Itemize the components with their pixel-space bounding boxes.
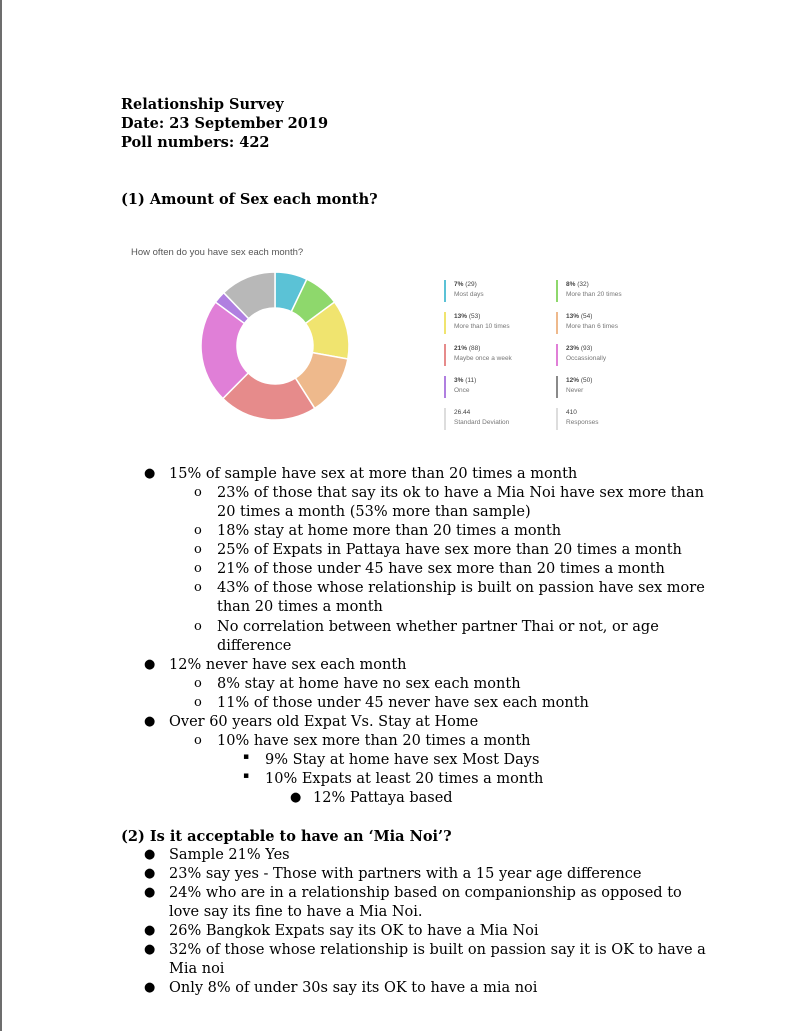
- donut-svg: [121, 227, 381, 447]
- stat-label: Responses: [566, 419, 599, 426]
- legend-item: [556, 376, 592, 402]
- legend-count: (29): [465, 281, 477, 288]
- list-item-continued: 20 times a month (53% more than sample): [217, 504, 531, 520]
- legend-item: [556, 312, 618, 338]
- legend-count: (93): [580, 345, 593, 352]
- list-item-continued: Mia noi: [169, 961, 225, 977]
- list-item: 12% Pattaya based: [313, 790, 453, 806]
- legend-pct: 8%: [566, 281, 576, 288]
- list-item-continued: than 20 times a month: [217, 599, 383, 615]
- legend-item: [444, 376, 476, 402]
- legend-pct: 13%: [454, 313, 468, 320]
- bullet-hollow: o: [194, 580, 202, 595]
- document-header: [121, 95, 328, 152]
- section-1-title: (1) Amount of Sex each month?: [121, 191, 378, 208]
- legend-stat: [444, 408, 509, 434]
- bullet-hollow: o: [194, 542, 202, 557]
- legend-pct: 12%: [566, 377, 580, 384]
- bullet-hollow: o: [194, 733, 202, 748]
- bullet-hollow: o: [194, 619, 202, 634]
- survey-date: Date: 23 September 2019: [121, 115, 329, 132]
- legend-item: [556, 344, 606, 370]
- bullet-filled: ●: [144, 466, 156, 481]
- legend-label: Occassionally: [566, 355, 607, 362]
- bullet-filled: ●: [144, 866, 156, 881]
- list-item: Only 8% of under 30s say its OK to have a mia noi: [169, 980, 538, 996]
- legend-swatch: [444, 376, 446, 398]
- legend-label: Maybe once a week: [454, 355, 512, 362]
- list-item: 23% say yes - Those with partners with a 15 year age difference: [169, 866, 642, 882]
- legend-swatch: [444, 312, 446, 334]
- stat-value: 410: [566, 409, 577, 416]
- legend-swatch: [444, 280, 446, 302]
- legend-label: Never: [566, 387, 584, 394]
- list-item: 11% of those under 45 never have sex each month: [217, 695, 589, 711]
- legend-swatch: [556, 408, 558, 430]
- legend-item: [444, 280, 484, 306]
- legend-count: (11): [465, 377, 477, 384]
- bullet-square: ▪: [243, 771, 250, 781]
- bullet-hollow: o: [194, 485, 202, 500]
- bullet-filled: ●: [144, 942, 156, 957]
- list-item: 12% never have sex each month: [169, 657, 407, 673]
- legend-swatch: [556, 376, 558, 398]
- legend-item: [556, 280, 622, 306]
- legend-swatch: [444, 344, 446, 366]
- legend-pct: 21%: [454, 345, 468, 352]
- list-item: No correlation between whether partner Thai or not, or age: [217, 619, 659, 635]
- legend-swatch: [444, 408, 446, 430]
- donut-chart: [121, 227, 679, 447]
- legend-pct: 7%: [454, 281, 464, 288]
- bullet-filled: ●: [144, 657, 156, 672]
- legend-count: (32): [577, 281, 589, 288]
- legend-count: (53): [468, 313, 481, 320]
- list-item: 25% of Expats in Pattaya have sex more than 20 times a month: [217, 542, 682, 558]
- list-item: 9% Stay at home have sex Most Days: [265, 752, 540, 768]
- list-item: 32% of those whose relationship is built on passion say it is OK to have a: [169, 942, 706, 958]
- poll-numbers: Poll numbers: 422: [121, 134, 270, 151]
- bullet-filled: ●: [144, 980, 156, 995]
- stat-value: 26.44: [454, 409, 471, 416]
- legend-item: [444, 312, 510, 338]
- list-item: 24% who are in a relationship based on companionship as opposed to: [169, 885, 682, 901]
- list-item: 15% of sample have sex at more than 20 times a month: [169, 466, 578, 482]
- list-item: 26% Bangkok Expats say its OK to have a Mia Noi: [169, 923, 539, 939]
- list-item: 18% stay at home more than 20 times a month: [217, 523, 562, 539]
- legend-count: (50): [580, 377, 593, 384]
- legend-swatch: [556, 344, 558, 366]
- legend-pct: 13%: [566, 313, 580, 320]
- list-item: 8% stay at home have no sex each month: [217, 676, 521, 692]
- legend-stat: [556, 408, 599, 434]
- legend-label: Once: [454, 387, 470, 394]
- legend-count: (54): [580, 313, 593, 320]
- legend-pct: 3%: [454, 377, 464, 384]
- bullet-filled: ●: [290, 790, 302, 805]
- legend-label: More than 6 times: [566, 323, 619, 330]
- legend-swatch: [556, 312, 558, 334]
- bullet-hollow: o: [194, 561, 202, 576]
- list-item: Sample 21% Yes: [169, 847, 290, 863]
- bullet-hollow: o: [194, 676, 202, 691]
- legend-swatch: [556, 280, 558, 302]
- bullet-filled: ●: [144, 714, 156, 729]
- stat-label: Standard Deviation: [454, 419, 510, 426]
- list-item: 10% Expats at least 20 times a month: [265, 771, 544, 787]
- section-2-title: (2) Is it acceptable to have an ‘Mia Noi’?: [121, 828, 452, 845]
- bullet-hollow: o: [194, 523, 202, 538]
- survey-title: Relationship Survey: [121, 96, 284, 113]
- legend-item: [444, 344, 512, 370]
- bullet-hollow: o: [194, 695, 202, 710]
- bullet-filled: ●: [144, 923, 156, 938]
- bullet-square: ▪: [243, 752, 250, 762]
- legend-label: More than 10 times: [454, 323, 510, 330]
- list-item: Over 60 years old Expat Vs. Stay at Home: [169, 714, 479, 730]
- list-item: 10% have sex more than 20 times a month: [217, 733, 531, 749]
- list-item: 21% of those under 45 have sex more than 20 times a month: [217, 561, 665, 577]
- bullet-filled: ●: [144, 847, 156, 862]
- legend-pct: 23%: [566, 345, 580, 352]
- legend-label: More than 20 times: [566, 291, 622, 298]
- page-edge: [0, 0, 2, 1031]
- list-item-continued: love say its fine to have a Mia Noi.: [169, 904, 423, 920]
- bullet-filled: ●: [144, 885, 156, 900]
- chart-title: How often do you have sex each month?: [131, 247, 304, 258]
- list-item: 43% of those whose relationship is built on passion have sex more: [217, 580, 705, 596]
- legend-count: (88): [468, 345, 481, 352]
- legend-label: Most days: [454, 291, 484, 298]
- list-item: 23% of those that say its ok to have a Mia Noi have sex more than: [217, 485, 704, 501]
- list-item-continued: difference: [217, 638, 292, 654]
